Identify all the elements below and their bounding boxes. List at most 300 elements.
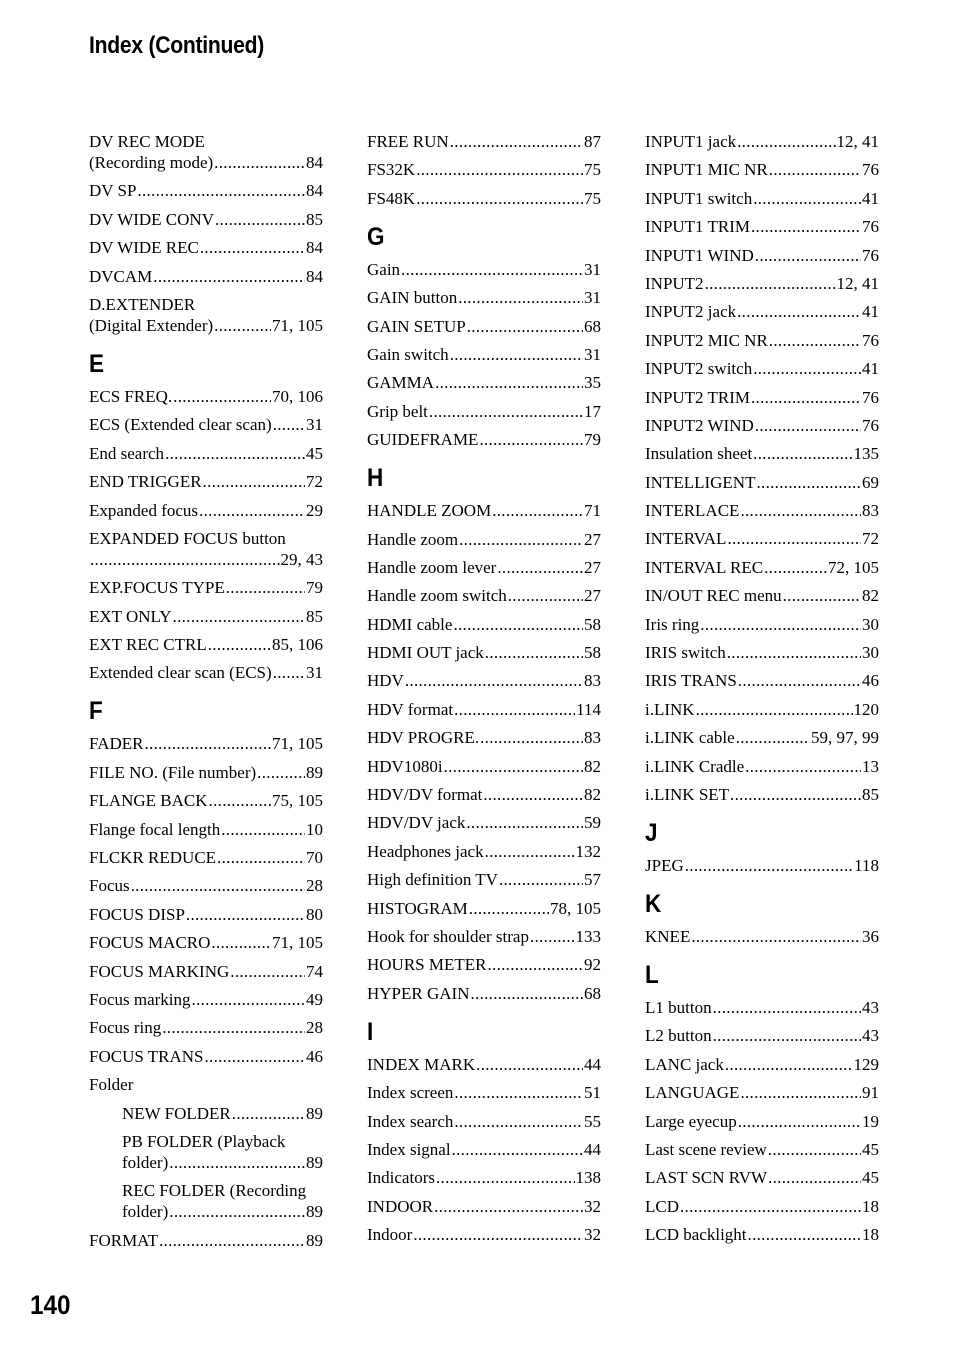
entry-term: INTERLACE bbox=[645, 501, 740, 521]
entry-term: i.LINK bbox=[645, 699, 695, 719]
dot-leader bbox=[680, 1196, 861, 1217]
entry-term: HDV/DV format bbox=[367, 785, 483, 805]
entry-pages: 71, 105 bbox=[272, 933, 323, 953]
entry-pages: 135 bbox=[853, 444, 879, 464]
entry-line bbox=[645, 1224, 879, 1245]
entry-pages: 72 bbox=[306, 472, 323, 492]
entry-term: NEW FOLDER bbox=[122, 1103, 231, 1123]
entry-pages: 84 bbox=[306, 181, 323, 201]
entry-pages: 71, 105 bbox=[272, 734, 323, 754]
index-entry bbox=[89, 209, 323, 230]
entry-pages: 76 bbox=[862, 415, 879, 435]
entry-line bbox=[645, 387, 879, 408]
index-entry bbox=[89, 414, 323, 435]
entry-term: Iris ring bbox=[645, 614, 700, 634]
dot-leader bbox=[257, 762, 305, 783]
index-entry bbox=[367, 727, 601, 748]
index-entry bbox=[367, 1139, 601, 1160]
entry-term: HDV1080i bbox=[367, 756, 443, 776]
entry-line bbox=[645, 926, 879, 947]
entry-term: LCD bbox=[645, 1196, 679, 1216]
entry-term: Index signal bbox=[367, 1139, 451, 1159]
entry-term: HANDLE ZOOM bbox=[367, 501, 492, 521]
index-entry bbox=[367, 287, 601, 308]
entry-pages: 55 bbox=[584, 1111, 601, 1131]
entry-pages: 76 bbox=[862, 160, 879, 180]
entry-line bbox=[645, 245, 879, 266]
dot-leader bbox=[226, 577, 305, 598]
dot-leader bbox=[405, 670, 583, 691]
dot-leader bbox=[751, 387, 861, 408]
entry-line bbox=[367, 983, 601, 1004]
entry-pages: 12, 41 bbox=[836, 273, 879, 293]
dot-leader bbox=[416, 188, 583, 209]
entry-line bbox=[645, 443, 879, 464]
dot-leader bbox=[696, 699, 853, 720]
entry-term: GUIDEFRAME bbox=[367, 430, 479, 450]
section-letter: J bbox=[645, 818, 658, 847]
entry-line bbox=[89, 577, 323, 598]
index-entry bbox=[367, 983, 601, 1004]
entry-pages: 83 bbox=[862, 501, 879, 521]
entry-term: HDV PROGRE. bbox=[367, 728, 480, 748]
index-subentry bbox=[89, 1131, 323, 1173]
dot-leader bbox=[273, 662, 305, 683]
entry-line bbox=[367, 727, 601, 748]
entry-pages: 12, 41 bbox=[836, 132, 879, 151]
entry-term: Headphones jack bbox=[367, 841, 484, 861]
entry-pages: 82 bbox=[584, 785, 601, 805]
entry-line bbox=[89, 606, 323, 627]
dot-leader bbox=[436, 1167, 575, 1188]
entry-pages: 87 bbox=[584, 132, 601, 151]
index-entry bbox=[645, 1196, 879, 1217]
entry-pages: 85 bbox=[306, 209, 323, 229]
index-entry bbox=[645, 756, 879, 777]
entry-term: FS48K bbox=[367, 188, 416, 208]
entry-line bbox=[645, 500, 879, 521]
dot-leader bbox=[727, 642, 861, 663]
index-entry bbox=[645, 670, 879, 691]
entry-term: IRIS TRANS bbox=[645, 671, 737, 691]
entry-line bbox=[367, 898, 601, 919]
entry-term: Large eyecup bbox=[645, 1111, 737, 1131]
entry-term: Grip belt bbox=[367, 401, 428, 421]
index-entry bbox=[645, 699, 879, 720]
entry-pages: 27 bbox=[584, 529, 601, 549]
entry-term-line1: PB FOLDER (Playback bbox=[122, 1131, 286, 1151]
index-entry bbox=[367, 259, 601, 280]
entry-pages: 19 bbox=[862, 1111, 879, 1131]
entry-line bbox=[367, 1196, 601, 1217]
index-subentry bbox=[89, 1103, 323, 1124]
entry-line bbox=[367, 756, 601, 777]
entry-line bbox=[645, 188, 879, 209]
entry-line bbox=[645, 784, 879, 805]
index-entry bbox=[645, 1025, 879, 1046]
dot-leader bbox=[454, 1111, 583, 1132]
entry-term: Handle zoom lever bbox=[367, 557, 497, 577]
entry-line bbox=[89, 989, 323, 1010]
dot-leader bbox=[700, 614, 861, 635]
dot-leader bbox=[214, 315, 271, 336]
entry-pages: 132 bbox=[575, 841, 601, 861]
index-entry bbox=[367, 869, 601, 890]
entry-pages: 36 bbox=[862, 926, 879, 946]
entry-pages: 32 bbox=[584, 1225, 601, 1245]
dot-leader bbox=[737, 131, 835, 152]
dot-leader bbox=[450, 131, 583, 152]
dot-leader bbox=[131, 875, 305, 896]
entry-term: Indoor bbox=[367, 1225, 413, 1245]
entry-pages: 89 bbox=[306, 1230, 323, 1250]
entry-pages: 58 bbox=[584, 614, 601, 634]
entry-line bbox=[645, 727, 879, 748]
entry-line bbox=[122, 1103, 323, 1124]
dot-leader bbox=[230, 961, 305, 982]
entry-term: INPUT1 TRIM bbox=[645, 217, 750, 237]
entry-pages: 31 bbox=[584, 259, 601, 279]
entry-pages: 27 bbox=[584, 557, 601, 577]
dot-leader bbox=[476, 1054, 583, 1075]
entry-term: EXT REC CTRL bbox=[89, 635, 207, 655]
entry-pages: 76 bbox=[862, 217, 879, 237]
index-entry bbox=[367, 401, 601, 422]
entry-line bbox=[645, 642, 879, 663]
dot-leader bbox=[753, 188, 861, 209]
entry-term-line1: DV REC MODE bbox=[89, 132, 205, 151]
dot-leader bbox=[444, 756, 583, 777]
entry-term: ECS (Extended clear scan) bbox=[89, 415, 272, 435]
entry-line bbox=[645, 855, 879, 876]
index-entry bbox=[645, 1224, 879, 1245]
index-entry bbox=[367, 784, 601, 805]
dot-leader bbox=[764, 557, 827, 578]
entry-pages: 84 bbox=[306, 266, 323, 286]
entry-pages: 118 bbox=[854, 855, 879, 875]
entry-pages: 30 bbox=[862, 643, 879, 663]
entry-line bbox=[367, 259, 601, 280]
entry-term: DV WIDE REC bbox=[89, 238, 199, 258]
entry-line bbox=[89, 634, 323, 655]
entry-pages: 58 bbox=[584, 643, 601, 663]
entry-line bbox=[645, 1139, 879, 1160]
dot-leader bbox=[173, 606, 305, 627]
entry-pages: 76 bbox=[862, 330, 879, 350]
entry-line bbox=[367, 614, 601, 635]
entry-pages: 71, 105 bbox=[272, 315, 323, 335]
dot-leader bbox=[737, 301, 861, 322]
entry-term: FOCUS TRANS bbox=[89, 1046, 204, 1066]
entry-term: IN/OUT REC menu bbox=[645, 586, 782, 606]
dot-leader bbox=[725, 1054, 853, 1075]
entry-term: L1 button bbox=[645, 997, 712, 1017]
dot-leader bbox=[203, 471, 305, 492]
entry-pages: 78, 105 bbox=[550, 898, 601, 918]
section-letter: L bbox=[645, 960, 659, 989]
entry-pages: 29 bbox=[306, 500, 323, 520]
index-entry bbox=[89, 237, 323, 258]
index-entry bbox=[89, 904, 323, 925]
entry-line bbox=[89, 209, 323, 230]
index-entry bbox=[645, 159, 879, 180]
index-entry bbox=[367, 1054, 601, 1075]
entry-line bbox=[367, 1054, 601, 1075]
entry-line bbox=[89, 875, 323, 896]
entry-line bbox=[645, 472, 879, 493]
index-entry bbox=[645, 855, 879, 876]
section-letter: E bbox=[89, 349, 105, 378]
index-entry bbox=[367, 1082, 601, 1103]
entry-pages: 84 bbox=[306, 238, 323, 258]
entry-pages: 45 bbox=[862, 1168, 879, 1188]
entry-pages: 80 bbox=[306, 904, 323, 924]
entry-line bbox=[89, 266, 323, 287]
dot-leader bbox=[208, 634, 271, 655]
entry-line bbox=[367, 841, 601, 862]
entry-pages: 85, 106 bbox=[272, 635, 323, 655]
index-entry bbox=[89, 386, 323, 407]
entry-line bbox=[367, 500, 601, 521]
dot-leader bbox=[713, 997, 861, 1018]
entry-line bbox=[367, 926, 601, 947]
index-entry bbox=[645, 301, 879, 322]
entry-pages: 41 bbox=[862, 302, 879, 322]
index-entry bbox=[645, 1054, 879, 1075]
dot-leader bbox=[768, 1167, 861, 1188]
entry-term: (Recording mode) bbox=[89, 153, 214, 172]
entry-pages: 17 bbox=[584, 401, 601, 421]
entry-term: i.LINK cable bbox=[645, 728, 735, 748]
entry-pages: 45 bbox=[862, 1139, 879, 1159]
entry-pages: 32 bbox=[584, 1196, 601, 1216]
entry-line bbox=[367, 344, 601, 365]
index-entry bbox=[89, 662, 323, 683]
entry-pages: 74 bbox=[306, 961, 323, 981]
entry-pages: 71 bbox=[584, 501, 601, 521]
entry-line bbox=[367, 699, 601, 720]
dot-leader bbox=[458, 287, 583, 308]
entry-term: Last scene review bbox=[645, 1139, 767, 1159]
index-entry bbox=[367, 557, 601, 578]
entry-term: INPUT2 jack bbox=[645, 302, 737, 322]
entry-pages: 133 bbox=[575, 926, 601, 946]
entry-pages: 89 bbox=[306, 1202, 323, 1222]
index-entry bbox=[367, 316, 601, 337]
entry-pages: 31 bbox=[584, 288, 601, 308]
index-entry bbox=[89, 1074, 323, 1095]
entry-pages: 31 bbox=[306, 663, 323, 683]
entry-term: INPUT1 switch bbox=[645, 188, 753, 208]
entry-term: INTERVAL bbox=[645, 529, 727, 549]
index-entry bbox=[89, 577, 323, 598]
dot-leader bbox=[470, 983, 583, 1004]
entry-term: KNEE bbox=[645, 926, 691, 946]
entry-line bbox=[367, 372, 601, 393]
entry-term: FADER bbox=[89, 734, 144, 754]
index-entry bbox=[89, 961, 323, 982]
entry-term-line1: EXPANDED FOCUS button bbox=[89, 528, 286, 548]
index-entry bbox=[367, 529, 601, 550]
entry-line bbox=[645, 670, 879, 691]
entry-line bbox=[367, 954, 601, 975]
entry-term: i.LINK SET bbox=[645, 784, 730, 804]
entry-pages: 70 bbox=[306, 848, 323, 868]
index-entry bbox=[367, 159, 601, 180]
entry-line bbox=[645, 1196, 879, 1217]
dot-leader bbox=[499, 869, 583, 890]
dot-leader bbox=[483, 784, 583, 805]
entry-pages: 41 bbox=[862, 359, 879, 379]
index-entry bbox=[367, 670, 601, 691]
index-entry bbox=[645, 557, 879, 578]
entry-term: Gain switch bbox=[367, 344, 449, 364]
entry-term: High definition TV bbox=[367, 870, 498, 890]
entry-line bbox=[367, 812, 601, 833]
entry-pages: 31 bbox=[306, 415, 323, 435]
entry-term: LANGUAGE bbox=[645, 1083, 740, 1103]
entry-line bbox=[89, 180, 323, 201]
dot-leader bbox=[769, 330, 861, 351]
index-entry bbox=[645, 528, 879, 549]
dot-leader bbox=[401, 259, 583, 280]
entry-pages: 84 bbox=[306, 153, 323, 172]
dot-leader bbox=[748, 1224, 861, 1245]
entry-term: Index search bbox=[367, 1111, 454, 1131]
entry-line bbox=[89, 762, 323, 783]
dot-leader bbox=[738, 1111, 861, 1132]
entry-line bbox=[645, 330, 879, 351]
index-subentry bbox=[89, 1180, 323, 1222]
entry-term: Focus marking bbox=[89, 989, 191, 1009]
entry-term: (Digital Extender) bbox=[89, 315, 214, 335]
dot-leader bbox=[450, 344, 583, 365]
dot-leader bbox=[144, 733, 271, 754]
entry-line bbox=[367, 131, 601, 152]
entry-term: Folder bbox=[89, 1075, 134, 1095]
index-entry bbox=[89, 294, 323, 336]
entry-pages: 79 bbox=[584, 430, 601, 450]
entry-line bbox=[367, 1111, 601, 1132]
entry-term: FILE NO. (File number) bbox=[89, 762, 257, 782]
entry-term: DV WIDE CONV bbox=[89, 209, 214, 229]
entry-pages: 75, 105 bbox=[272, 791, 323, 811]
dot-leader bbox=[459, 529, 583, 550]
entry-term: HDV/DV jack bbox=[367, 813, 466, 833]
dot-leader bbox=[487, 954, 583, 975]
entry-line bbox=[367, 401, 601, 422]
entry-line bbox=[645, 997, 879, 1018]
index-entry bbox=[89, 606, 323, 627]
entry-pages: 30 bbox=[862, 614, 879, 634]
index-entry bbox=[367, 954, 601, 975]
dot-leader bbox=[199, 500, 305, 521]
dot-leader bbox=[736, 727, 810, 748]
entry-term: FLCKR REDUCE bbox=[89, 848, 217, 868]
dot-leader bbox=[453, 614, 583, 635]
dot-leader bbox=[469, 898, 549, 919]
entry-line bbox=[367, 585, 601, 606]
entry-pages: 79 bbox=[306, 578, 323, 598]
index-entry bbox=[89, 790, 323, 811]
entry-term: EXT ONLY bbox=[89, 606, 172, 626]
entry-pages: 43 bbox=[862, 1026, 879, 1046]
index-entry bbox=[645, 245, 879, 266]
entry-term: INPUT1 MIC NR bbox=[645, 160, 768, 180]
entry-pages: 59 bbox=[584, 813, 601, 833]
entry-pages: 18 bbox=[862, 1196, 879, 1216]
index-entry bbox=[89, 528, 323, 570]
entry-line bbox=[645, 585, 879, 606]
entry-term: END TRIGGER bbox=[89, 472, 202, 492]
dot-leader bbox=[755, 415, 861, 436]
entry-line bbox=[89, 932, 323, 953]
dot-leader bbox=[416, 159, 583, 180]
entry-term: INTELLIGENT bbox=[645, 472, 756, 492]
index-entry bbox=[89, 819, 323, 840]
index-entry bbox=[367, 841, 601, 862]
index-entry bbox=[645, 131, 879, 152]
entry-term: HDV bbox=[367, 671, 404, 691]
entry-term: GAIN button bbox=[367, 288, 458, 308]
entry-pages: 68 bbox=[584, 983, 601, 1003]
entry-pages: 10 bbox=[306, 819, 323, 839]
entry-term: INTERVAL REC bbox=[645, 557, 764, 577]
index-entry bbox=[645, 585, 879, 606]
entry-pages: 85 bbox=[862, 784, 879, 804]
entry-pages: 72, 105 bbox=[828, 557, 879, 577]
entry-line bbox=[367, 159, 601, 180]
entry-pages: 75 bbox=[584, 188, 601, 208]
entry-term: EXP.FOCUS TYPE bbox=[89, 578, 225, 598]
index-entry bbox=[645, 642, 879, 663]
index-entry bbox=[89, 471, 323, 492]
entry-line bbox=[645, 216, 879, 237]
index-entry bbox=[645, 727, 879, 748]
section-letter: K bbox=[645, 889, 662, 918]
entry-pages: 82 bbox=[584, 756, 601, 776]
index-entry bbox=[89, 131, 323, 173]
index-entry bbox=[645, 216, 879, 237]
dot-leader bbox=[169, 1152, 305, 1173]
entry-pages: 57 bbox=[584, 870, 601, 890]
dot-leader bbox=[745, 756, 861, 777]
entry-pages: 49 bbox=[306, 989, 323, 1009]
entry-pages: 75 bbox=[584, 160, 601, 180]
index-entry bbox=[367, 614, 601, 635]
entry-pages: 82 bbox=[862, 586, 879, 606]
entry-term: INPUT2 TRIM bbox=[645, 387, 750, 407]
index-entry bbox=[89, 266, 323, 287]
entry-pages: 69 bbox=[862, 472, 879, 492]
entry-term: L2 button bbox=[645, 1026, 712, 1046]
entry-line bbox=[367, 1224, 601, 1245]
dot-leader bbox=[467, 316, 583, 337]
entry-term: Focus bbox=[89, 876, 130, 896]
entry-term: DV SP bbox=[89, 181, 137, 201]
section-letter: H bbox=[367, 464, 384, 493]
dot-leader bbox=[705, 273, 836, 294]
entry-term: Insulation sheet bbox=[645, 444, 753, 464]
dot-leader bbox=[508, 585, 583, 606]
entry-term: HISTOGRAM bbox=[367, 898, 468, 918]
entry-line bbox=[645, 1082, 879, 1103]
index-entry bbox=[367, 1224, 601, 1245]
entry-line bbox=[367, 188, 601, 209]
dot-leader bbox=[159, 1230, 305, 1251]
entry-pages: 91 bbox=[862, 1083, 879, 1103]
entry-term: i.LINK Cradle bbox=[645, 756, 745, 776]
